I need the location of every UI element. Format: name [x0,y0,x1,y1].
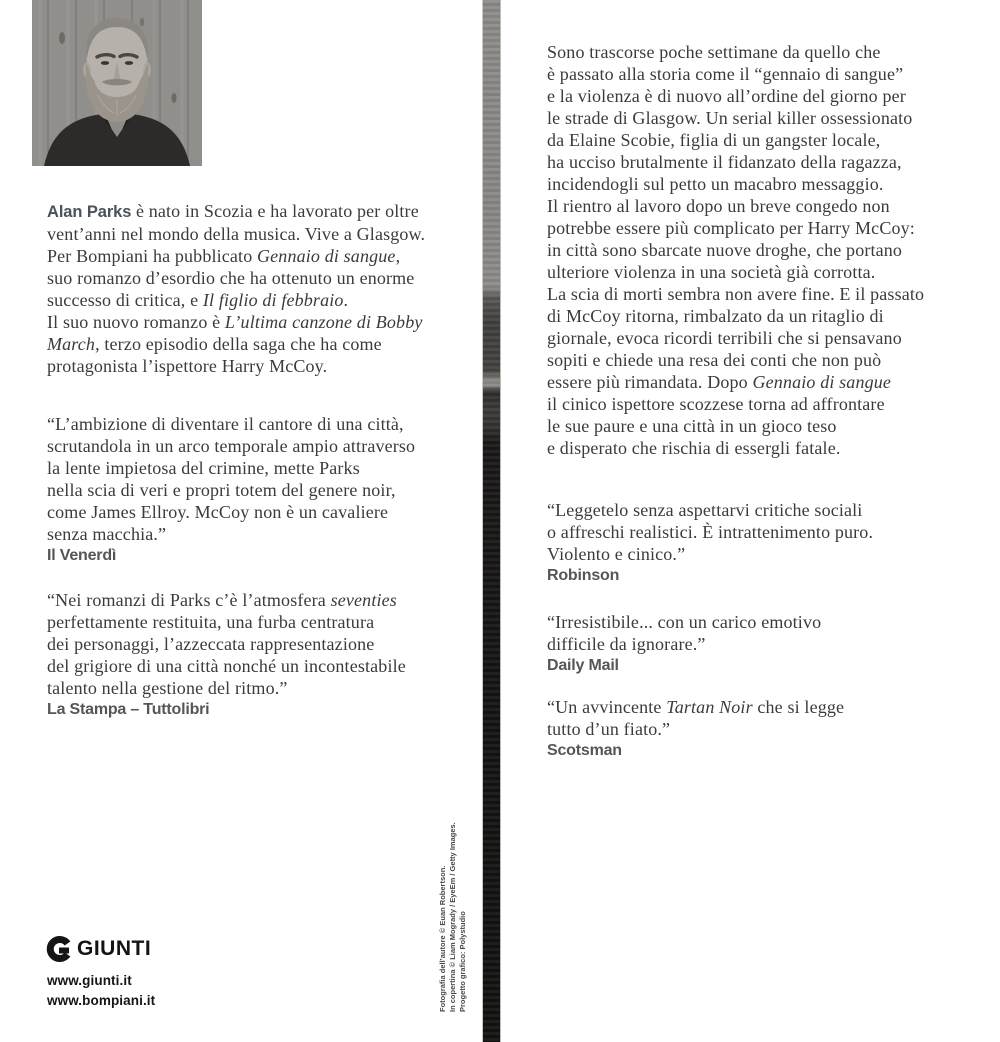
quote-text: “Irresistibile... con un carico emotivo difficile da ignorare.” [547,612,822,654]
quote-source: Il Venerdì [47,547,117,564]
credit-line: Fotografia dell’autore © Euan Robertson. [438,865,447,1012]
quote-source: Robinson [547,567,620,584]
book-synopsis: Sono trascorse poche settimane da quello che è passato alla storia come il “gennaio di sangue” e la violenza è di nuovo all’ordine del giorno per le strade di Glasgow. Un serial killer ossessionato da Elaine Scobie, figlia di un gangster locale, ha ucciso brutalmente il fidanzato della ragazza, incidendogli sul petto un macabro messaggio. Il rientro al lavoro dopo un breve congedo non potrebbe essere più complicato per Harry McCoy: in città sono sbarcate nuove droghe, che portano ulteriore violenza in una società già corrotta. La scia di morti sembra non avere fine. E il passato di McCoy ritorna, rimbalzato da un ritaglio di giornale, evoca ricordi terribili che si pensavano sopiti e chiede una resa dei conti che non può essere più rimandata. Dopo Gennaio di sangue il cinico ispettore scozzese torna ad affrontare le sue paure e una città in un gioco teso e disperato che rischia di essergli fatale. [547,42,925,458]
photo-credits [438,820,468,1012]
quote-source: La Stampa – Tuttolibri [47,701,210,718]
review-quote-la-stampa [47,589,472,721]
author-bio: Alan Parks è nato in Scozia e ha lavorato per oltre vent’anni nel mondo della musica. Vive a Glasgow. Per Bompiani ha pubblicato Gennaio di sangue, suo romanzo d’esordio che ha ottenuto un enorme successo di critica, e Il figlio di febbraio. Il suo nuovo romanzo è L’ultima canzone di Bobby March, terzo episodio della saga che ha come protagonista l’ispettore Harry McCoy. [47,201,426,376]
publisher-links [47,971,155,1011]
author-photo [32,0,202,166]
giunti-g-mark-icon [46,936,72,962]
cover-spine-strip [482,0,501,1042]
review-quote-daily-mail [547,611,977,677]
review-quote-il-venerdi [47,413,472,567]
quote-source: Daily Mail [547,657,619,674]
review-quote-scotsman [547,696,977,762]
review-quote-robinson [547,499,977,587]
quote-text: “Nei romanzi di Parks c’è l’atmosfera seventies perfettamente restituita, una furba centratura dei personaggi, l’azzeccata rappresentazione del grigiore di una città nonché un incontestabile talento nella gestione del ritmo.” [47,590,406,698]
link-bompiani: www.bompiani.it [47,993,156,1008]
quote-text: “Un avvincente Tartan Noir che si legge tutto d’un fiato.” [547,697,845,739]
publisher-name: GIUNTI [77,937,152,960]
quote-text: “Leggetelo senza aspettarvi critiche sociali o affreschi realistici. È intrattenimento puro. Violento e cinico.” [547,500,874,564]
link-giunti: www.giunti.it [47,973,132,988]
quote-text: “L’ambizione di diventare il cantore di una città, scrutandola in un arco temporale ampio attraverso la lente impietosa del crimine, mette Parks nella scia di veri e propri totem del genere noir, come James Ellroy. McCoy non è un cavaliere senza macchia.” [47,414,416,544]
credit-line: Progetto grafico: Polystudio [458,911,467,1012]
author-portrait-illustration [32,0,202,166]
credit-line: In copertina © Liam Mogrady / EyeEm / Getty Images. [448,822,457,1012]
publisher-logo [46,936,151,962]
quote-source: Scotsman [547,742,622,759]
